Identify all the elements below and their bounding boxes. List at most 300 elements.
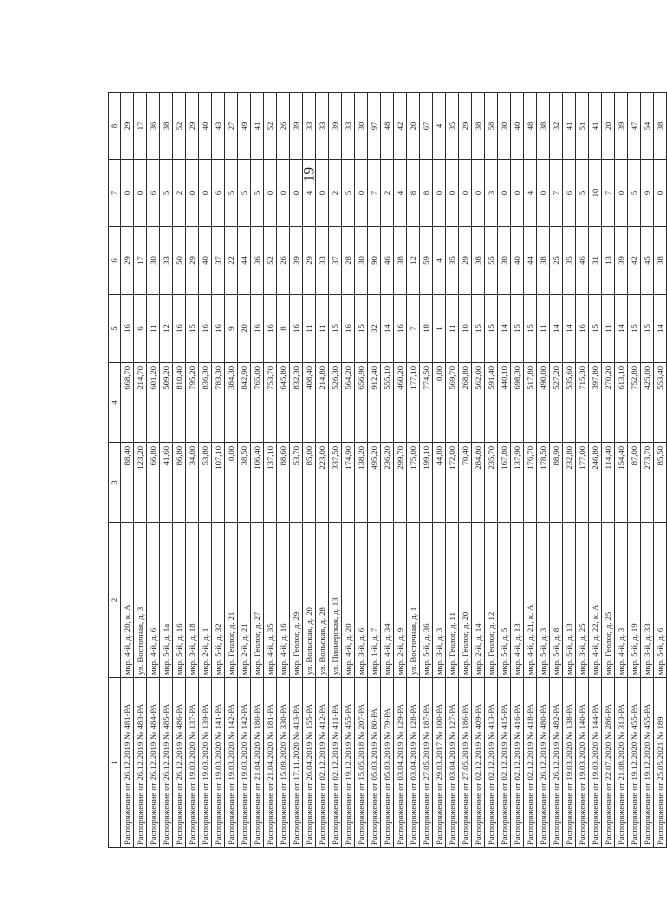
address-cell: мкр. 4-й, д. 21, к. А [524, 523, 537, 678]
table-row [199, 93, 212, 848]
count-b-cell: 29 [459, 227, 472, 295]
count-c-cell: 0 [264, 160, 277, 227]
area-cell: 299,70 [394, 443, 407, 523]
count-a-cell: 11 [303, 295, 316, 363]
area-cell: 106,40 [251, 443, 264, 523]
address-cell: мкр. 4-й, д. 16 [277, 523, 290, 678]
count-c-cell: 3 [485, 160, 498, 227]
order-cell: Распоряжение от 19.03.2020 № 142-РА [238, 678, 251, 848]
address-cell: мкр. 5-й, д. 3 [537, 523, 550, 678]
total-cell: 33 [303, 93, 316, 160]
area-cell: 41,60 [160, 443, 173, 523]
table-row [394, 93, 407, 848]
table-row [368, 93, 381, 848]
area-cell: 177,00 [576, 443, 589, 523]
count-b-cell: 39 [615, 227, 628, 295]
address-cell: мкр. 5-й, д. 8 [550, 523, 563, 678]
address-cell: мкр. 4-й, д. 3 [615, 523, 628, 678]
count-a-cell: 11 [147, 295, 160, 363]
table-row [602, 93, 615, 848]
table-row [290, 93, 303, 848]
count-b-cell: 38 [394, 227, 407, 295]
sum-cell: 384,30 [225, 363, 238, 443]
area-cell: 0,00 [225, 443, 238, 523]
order-cell: Распоряжение от 02.12.2019 № 409-РА [472, 678, 485, 848]
column-number-row [109, 93, 121, 848]
address-cell: мкр. 4-й, д. 20, к. А [121, 523, 134, 678]
total-cell: 30 [355, 93, 368, 160]
sum-cell: 460,20 [394, 363, 407, 443]
sum-cell: 214,70 [134, 363, 147, 443]
table-row [147, 93, 160, 848]
sum-cell: 526,30 [329, 363, 342, 443]
area-cell: 199,10 [420, 443, 433, 523]
address-cell: мкр. 5-й, д. 16 [173, 523, 186, 678]
count-a-cell: 15 [186, 295, 199, 363]
order-cell: Распоряжение от 26.12.2019 № 485-РА [160, 678, 173, 848]
area-cell: 88,40 [121, 443, 134, 523]
order-cell: Распоряжение от 02.12.2019 № 418-РА [524, 678, 537, 848]
area-cell: 38,50 [238, 443, 251, 523]
count-b-cell: 46 [576, 227, 589, 295]
area-cell: 495,20 [368, 443, 381, 523]
count-c-cell: 2 [173, 160, 186, 227]
total-cell: 29 [186, 93, 199, 160]
order-cell: Распоряжение от 03.04.2019 № 129-РА [394, 678, 407, 848]
table-row [173, 93, 186, 848]
count-b-cell: 29 [303, 227, 316, 295]
table-row [329, 93, 342, 848]
count-b-cell: 40 [511, 227, 524, 295]
table-row [446, 93, 459, 848]
address-cell: мкр. Геолог, д. 25 [602, 523, 615, 678]
count-a-cell: 1 [433, 295, 446, 363]
area-cell: 88,90 [550, 443, 563, 523]
count-c-cell: 2 [381, 160, 394, 227]
count-c-cell: 0 [654, 160, 667, 227]
count-b-cell: 50 [173, 227, 186, 295]
total-cell: 52 [264, 93, 277, 160]
sum-cell: 601,20 [147, 363, 160, 443]
sum-cell: 645,80 [277, 363, 290, 443]
address-cell: мкр. 2-й, д. 1 [199, 523, 212, 678]
address-cell: мкр. 2-й, д. 21 [238, 523, 251, 678]
count-a-cell: 16 [342, 295, 355, 363]
address-cell: мкр. 2-й, д. 9 [394, 523, 407, 678]
area-cell: 273,70 [641, 443, 654, 523]
column-number: 7 [109, 160, 121, 227]
table-row [134, 93, 147, 848]
area-cell: 235,70 [485, 443, 498, 523]
area-cell: 138,20 [355, 443, 368, 523]
order-cell: Распоряжение от 26.12.2019 № 484-РА [147, 678, 160, 848]
sum-cell: 440,10 [498, 363, 511, 443]
count-b-cell: 13 [602, 227, 615, 295]
table-row [472, 93, 485, 848]
count-a-cell: 14 [550, 295, 563, 363]
count-a-cell: 11 [316, 295, 329, 363]
area-cell: 175,00 [407, 443, 420, 523]
order-cell: Распоряжение от 05.03.2019 № 80-РА [368, 678, 381, 848]
address-cell: мкр. 5-й, д. 13 [563, 523, 576, 678]
count-c-cell: 5 [628, 160, 641, 227]
table-container [108, 93, 665, 848]
table-row [628, 93, 641, 848]
order-cell: Распоряжение от 26.12.2019 № 482-РА [550, 678, 563, 848]
sum-cell: 517,80 [524, 363, 537, 443]
total-cell: 33 [316, 93, 329, 160]
total-cell: 27 [225, 93, 238, 160]
sum-cell: 842,90 [238, 363, 251, 443]
count-a-cell: 15 [355, 295, 368, 363]
count-a-cell: 11 [602, 295, 615, 363]
sum-cell: 836,30 [199, 363, 212, 443]
area-cell: 246,80 [589, 443, 602, 523]
table-row [576, 93, 589, 848]
count-c-cell: 0 [316, 160, 329, 227]
sum-cell: 527,20 [550, 363, 563, 443]
total-cell: 32 [550, 93, 563, 160]
sum-cell: 774,50 [420, 363, 433, 443]
sum-cell: 0,00 [433, 363, 446, 443]
address-cell: мкр. 3-й, д. 18 [186, 523, 199, 678]
total-cell: 97 [368, 93, 381, 160]
count-a-cell: 9 [225, 295, 238, 363]
count-c-cell: 8 [407, 160, 420, 227]
order-cell: Распоряжение от 19.03.2020 № 142-РА [225, 678, 238, 848]
total-cell: 41 [563, 93, 576, 160]
table-row [537, 93, 550, 848]
count-a-cell: 14 [615, 295, 628, 363]
area-cell: 70,40 [459, 443, 472, 523]
count-c-cell: 5 [238, 160, 251, 227]
area-cell: 137,10 [264, 443, 277, 523]
address-cell: мкр. 4-й, д. 6 [147, 523, 160, 678]
count-a-cell: 15 [329, 295, 342, 363]
total-cell: 54 [641, 93, 654, 160]
count-b-cell: 22 [225, 227, 238, 295]
order-cell: Распоряжение от 26.12.2019 № 486-РА [173, 678, 186, 848]
count-c-cell: 7 [368, 160, 381, 227]
total-cell: 38 [654, 93, 667, 160]
address-cell: мкр. 3-й, д. 6 [355, 523, 368, 678]
data-table [108, 92, 667, 848]
order-cell: Распоряжение от 15.05.2018 № 207-РА [355, 678, 368, 848]
count-a-cell: 11 [537, 295, 550, 363]
order-cell: Распоряжение от 19.12.2020 № 455-РА [628, 678, 641, 848]
order-cell: Распоряжение от 21.08.2020 № 313-РА [615, 678, 628, 848]
total-cell: 67 [420, 93, 433, 160]
count-b-cell: 38 [537, 227, 550, 295]
sum-cell: 752,80 [628, 363, 641, 443]
count-c-cell: 7 [550, 160, 563, 227]
sum-cell: 408,40 [303, 363, 316, 443]
sum-cell: 668,70 [121, 363, 134, 443]
total-cell: 29 [459, 93, 472, 160]
order-cell: Распоряжение от 26.12.2019 № 481-РА [121, 678, 134, 848]
count-c-cell: 6 [212, 160, 225, 227]
count-c-cell: 5 [225, 160, 238, 227]
order-cell: Распоряжение от 15.09.2020 № 330-РА [277, 678, 290, 848]
area-cell: 44,80 [433, 443, 446, 523]
count-b-cell: 45 [641, 227, 654, 295]
order-cell: Распоряжение от 17.11.2020 № 413-РА [290, 678, 303, 848]
order-cell: Распоряжение от 29.03.2017 № 100-РА [433, 678, 446, 848]
total-cell: 4 [433, 93, 446, 160]
table-row [420, 93, 433, 848]
count-c-cell: 4 [394, 160, 407, 227]
count-a-cell: 14 [498, 295, 511, 363]
count-b-cell: 59 [420, 227, 433, 295]
sum-cell: 656,90 [355, 363, 368, 443]
total-cell: 48 [524, 93, 537, 160]
table-row [498, 93, 511, 848]
total-cell: 52 [173, 93, 186, 160]
count-c-cell: 0 [121, 160, 134, 227]
area-cell: 85,00 [303, 443, 316, 523]
order-cell: Распоряжение от 02.12.2019 № 413-РА [485, 678, 498, 848]
page-number: 19 [301, 167, 318, 182]
total-cell: 47 [628, 93, 641, 160]
count-a-cell: 16 [576, 295, 589, 363]
table-row [238, 93, 251, 848]
address-cell: мкр. 4-й, д. 34 [381, 523, 394, 678]
count-b-cell: 12 [407, 227, 420, 295]
count-a-cell: 16 [199, 295, 212, 363]
sum-cell: 613,10 [615, 363, 628, 443]
sum-cell: 562,00 [472, 363, 485, 443]
table-row [563, 93, 576, 848]
total-cell: 30 [498, 93, 511, 160]
table-body [121, 93, 667, 848]
area-cell: 114,40 [602, 443, 615, 523]
count-c-cell: 9 [641, 160, 654, 227]
address-cell: мкр. 5-й, д. 1а [160, 523, 173, 678]
count-b-cell: 29 [121, 227, 134, 295]
count-b-cell: 55 [485, 227, 498, 295]
address-cell: ул. Вольская, д. 20 [303, 523, 316, 678]
count-a-cell: 15 [511, 295, 524, 363]
area-cell: 66,80 [147, 443, 160, 523]
table-row [342, 93, 355, 848]
address-cell: ул. Вольская, д. 28 [316, 523, 329, 678]
count-a-cell: 6 [134, 295, 147, 363]
count-b-cell: 28 [342, 227, 355, 295]
count-c-cell: 0 [511, 160, 524, 227]
table-row [121, 93, 134, 848]
total-cell: 36 [147, 93, 160, 160]
address-cell: мкр. Геолог, д. 21 [225, 523, 238, 678]
total-cell: 39 [615, 93, 628, 160]
area-cell: 88,60 [277, 443, 290, 523]
count-b-cell: 46 [381, 227, 394, 295]
sum-cell: 555,10 [381, 363, 394, 443]
order-cell: Распоряжение от 26.04.2019 № 155-РА [303, 678, 316, 848]
sum-cell: 397,80 [589, 363, 602, 443]
column-number: 6 [109, 227, 121, 295]
table-row [511, 93, 524, 848]
table-row [355, 93, 368, 848]
sum-cell: 425,00 [641, 363, 654, 443]
count-c-cell: 0 [433, 160, 446, 227]
sum-cell: 535,60 [563, 363, 576, 443]
count-c-cell: 6 [147, 160, 160, 227]
total-cell: 42 [394, 93, 407, 160]
total-cell: 38 [160, 93, 173, 160]
area-cell: 137,90 [511, 443, 524, 523]
address-cell: мкр. 5-й, д. 36 [420, 523, 433, 678]
count-b-cell: 35 [563, 227, 576, 295]
sum-cell: 832,30 [290, 363, 303, 443]
count-a-cell: 20 [238, 295, 251, 363]
count-b-cell: 30 [498, 227, 511, 295]
area-cell: 34,00 [186, 443, 199, 523]
address-cell: мкр. 3-й, д. 33 [641, 523, 654, 678]
table-row [433, 93, 446, 848]
count-a-cell: 15 [485, 295, 498, 363]
total-cell: 20 [407, 93, 420, 160]
table-row [251, 93, 264, 848]
count-c-cell: 2 [329, 160, 342, 227]
table-row [316, 93, 329, 848]
sum-cell: 795,20 [186, 363, 199, 443]
count-a-cell: 16 [173, 295, 186, 363]
order-cell: Распоряжение от 02.12.2019 № 412-РА [316, 678, 329, 848]
count-b-cell: 33 [160, 227, 173, 295]
count-b-cell: 35 [446, 227, 459, 295]
count-b-cell: 30 [147, 227, 160, 295]
table-row [212, 93, 225, 848]
count-a-cell: 15 [641, 295, 654, 363]
sum-cell: 698,30 [511, 363, 524, 443]
count-c-cell: 5 [342, 160, 355, 227]
count-c-cell: 10 [589, 160, 602, 227]
address-cell: ул. Восточная, д. 1 [407, 523, 420, 678]
column-number: 3 [109, 443, 121, 523]
total-cell: 40 [511, 93, 524, 160]
count-b-cell: 31 [589, 227, 602, 295]
address-cell: мкр. 5-й, д. 5 [498, 523, 511, 678]
column-number: 1 [109, 678, 121, 848]
order-cell: Распоряжение от 21.04.2020 № 180-РА [251, 678, 264, 848]
sum-cell: 564,20 [342, 363, 355, 443]
count-a-cell: 16 [394, 295, 407, 363]
address-cell: мкр. Геолог, д. 29 [290, 523, 303, 678]
address-cell: мкр. 5-й, д. 6 [654, 523, 667, 678]
order-cell: Распоряжение от 19.03.2020 № 140-РА [576, 678, 589, 848]
count-a-cell: 32 [368, 295, 381, 363]
count-a-cell: 7 [407, 295, 420, 363]
count-b-cell: 37 [212, 227, 225, 295]
total-cell: 38 [537, 93, 550, 160]
count-b-cell: 52 [264, 227, 277, 295]
area-cell: 284,80 [472, 443, 485, 523]
order-cell: Распоряжение от 27.05.2019 № 187-РА [420, 678, 433, 848]
sum-cell: 214,80 [316, 363, 329, 443]
count-b-cell: 36 [251, 227, 264, 295]
sum-cell: 765,00 [251, 363, 264, 443]
address-cell: мкр. 5-й, д. 19 [628, 523, 641, 678]
count-c-cell: 5 [160, 160, 173, 227]
total-cell: 38 [472, 93, 485, 160]
address-cell: мкр. Геолог, д. 27 [251, 523, 264, 678]
area-cell: 167,80 [498, 443, 511, 523]
order-cell: Распоряжение от 26.12.2019 № 480-РА [537, 678, 550, 848]
total-cell: 48 [381, 93, 394, 160]
address-cell: мкр. 2-й, д. 14 [472, 523, 485, 678]
area-cell: 178,50 [537, 443, 550, 523]
order-cell: Распоряжение от 02.12.2019 № 411-РА [329, 678, 342, 848]
total-cell: 43 [212, 93, 225, 160]
area-cell: 123,20 [134, 443, 147, 523]
count-b-cell: 44 [524, 227, 537, 295]
count-c-cell: 0 [537, 160, 550, 227]
count-c-cell: 0 [446, 160, 459, 227]
order-cell: Распоряжение от 19.12.2019 № 455-РА [342, 678, 355, 848]
order-cell: Распоряжение от 03.04.2019 № 128-РА [407, 678, 420, 848]
count-a-cell: 16 [264, 295, 277, 363]
address-cell: мкр. 3-й, д. 25 [576, 523, 589, 678]
address-cell: мкр. 1-й, д. 7 [368, 523, 381, 678]
table-row [225, 93, 238, 848]
count-b-cell: 4 [433, 227, 446, 295]
address-cell: мкр. Геолог, д. 11 [446, 523, 459, 678]
address-cell: ул. Восточная, д. 3 [134, 523, 147, 678]
order-cell: Распоряжение от 19.03.2020 № 137-РА [186, 678, 199, 848]
count-a-cell: 14 [381, 295, 394, 363]
address-cell: мкр. 4-й, д. 13 [511, 523, 524, 678]
total-cell: 29 [121, 93, 134, 160]
table-row [524, 93, 537, 848]
address-cell: мкр. 4-й, д. 35 [264, 523, 277, 678]
address-cell: мкр. Геолог, д. 20 [459, 523, 472, 678]
table-row [160, 93, 173, 848]
order-cell: Распоряжение от 03.04.2019 № 127-РА [446, 678, 459, 848]
area-cell: 337,50 [329, 443, 342, 523]
table-row [407, 93, 420, 848]
area-cell: 53,70 [290, 443, 303, 523]
order-cell: Распоряжение от 02.12.2019 № 415-РА [498, 678, 511, 848]
table-row [589, 93, 602, 848]
table-row [303, 93, 316, 848]
count-b-cell: 39 [290, 227, 303, 295]
table-row [459, 93, 472, 848]
address-cell: ул. Пионерская, д. 13 [329, 523, 342, 678]
count-c-cell: 4 [303, 160, 316, 227]
count-c-cell: 5 [251, 160, 264, 227]
count-c-cell: 4 [524, 160, 537, 227]
count-b-cell: 38 [472, 227, 485, 295]
count-c-cell: 0 [290, 160, 303, 227]
address-cell: мкр. 4-й, д. 22, к. А [589, 523, 602, 678]
count-c-cell: 0 [472, 160, 485, 227]
count-a-cell: 15 [628, 295, 641, 363]
area-cell: 87,00 [628, 443, 641, 523]
address-cell: мкр. Геолог, д. 12 [485, 523, 498, 678]
area-cell: 86,80 [173, 443, 186, 523]
count-c-cell: 0 [355, 160, 368, 227]
table-row [485, 93, 498, 848]
count-a-cell: 12 [160, 295, 173, 363]
count-c-cell: 0 [277, 160, 290, 227]
total-cell: 41 [251, 93, 264, 160]
order-cell: Распоряжение от 27.05.2019 № 186-РА [459, 678, 472, 848]
count-a-cell: 14 [563, 295, 576, 363]
count-a-cell: 8 [277, 295, 290, 363]
count-a-cell: 15 [472, 295, 485, 363]
area-cell: 53,80 [199, 443, 212, 523]
count-c-cell: 7 [602, 160, 615, 227]
